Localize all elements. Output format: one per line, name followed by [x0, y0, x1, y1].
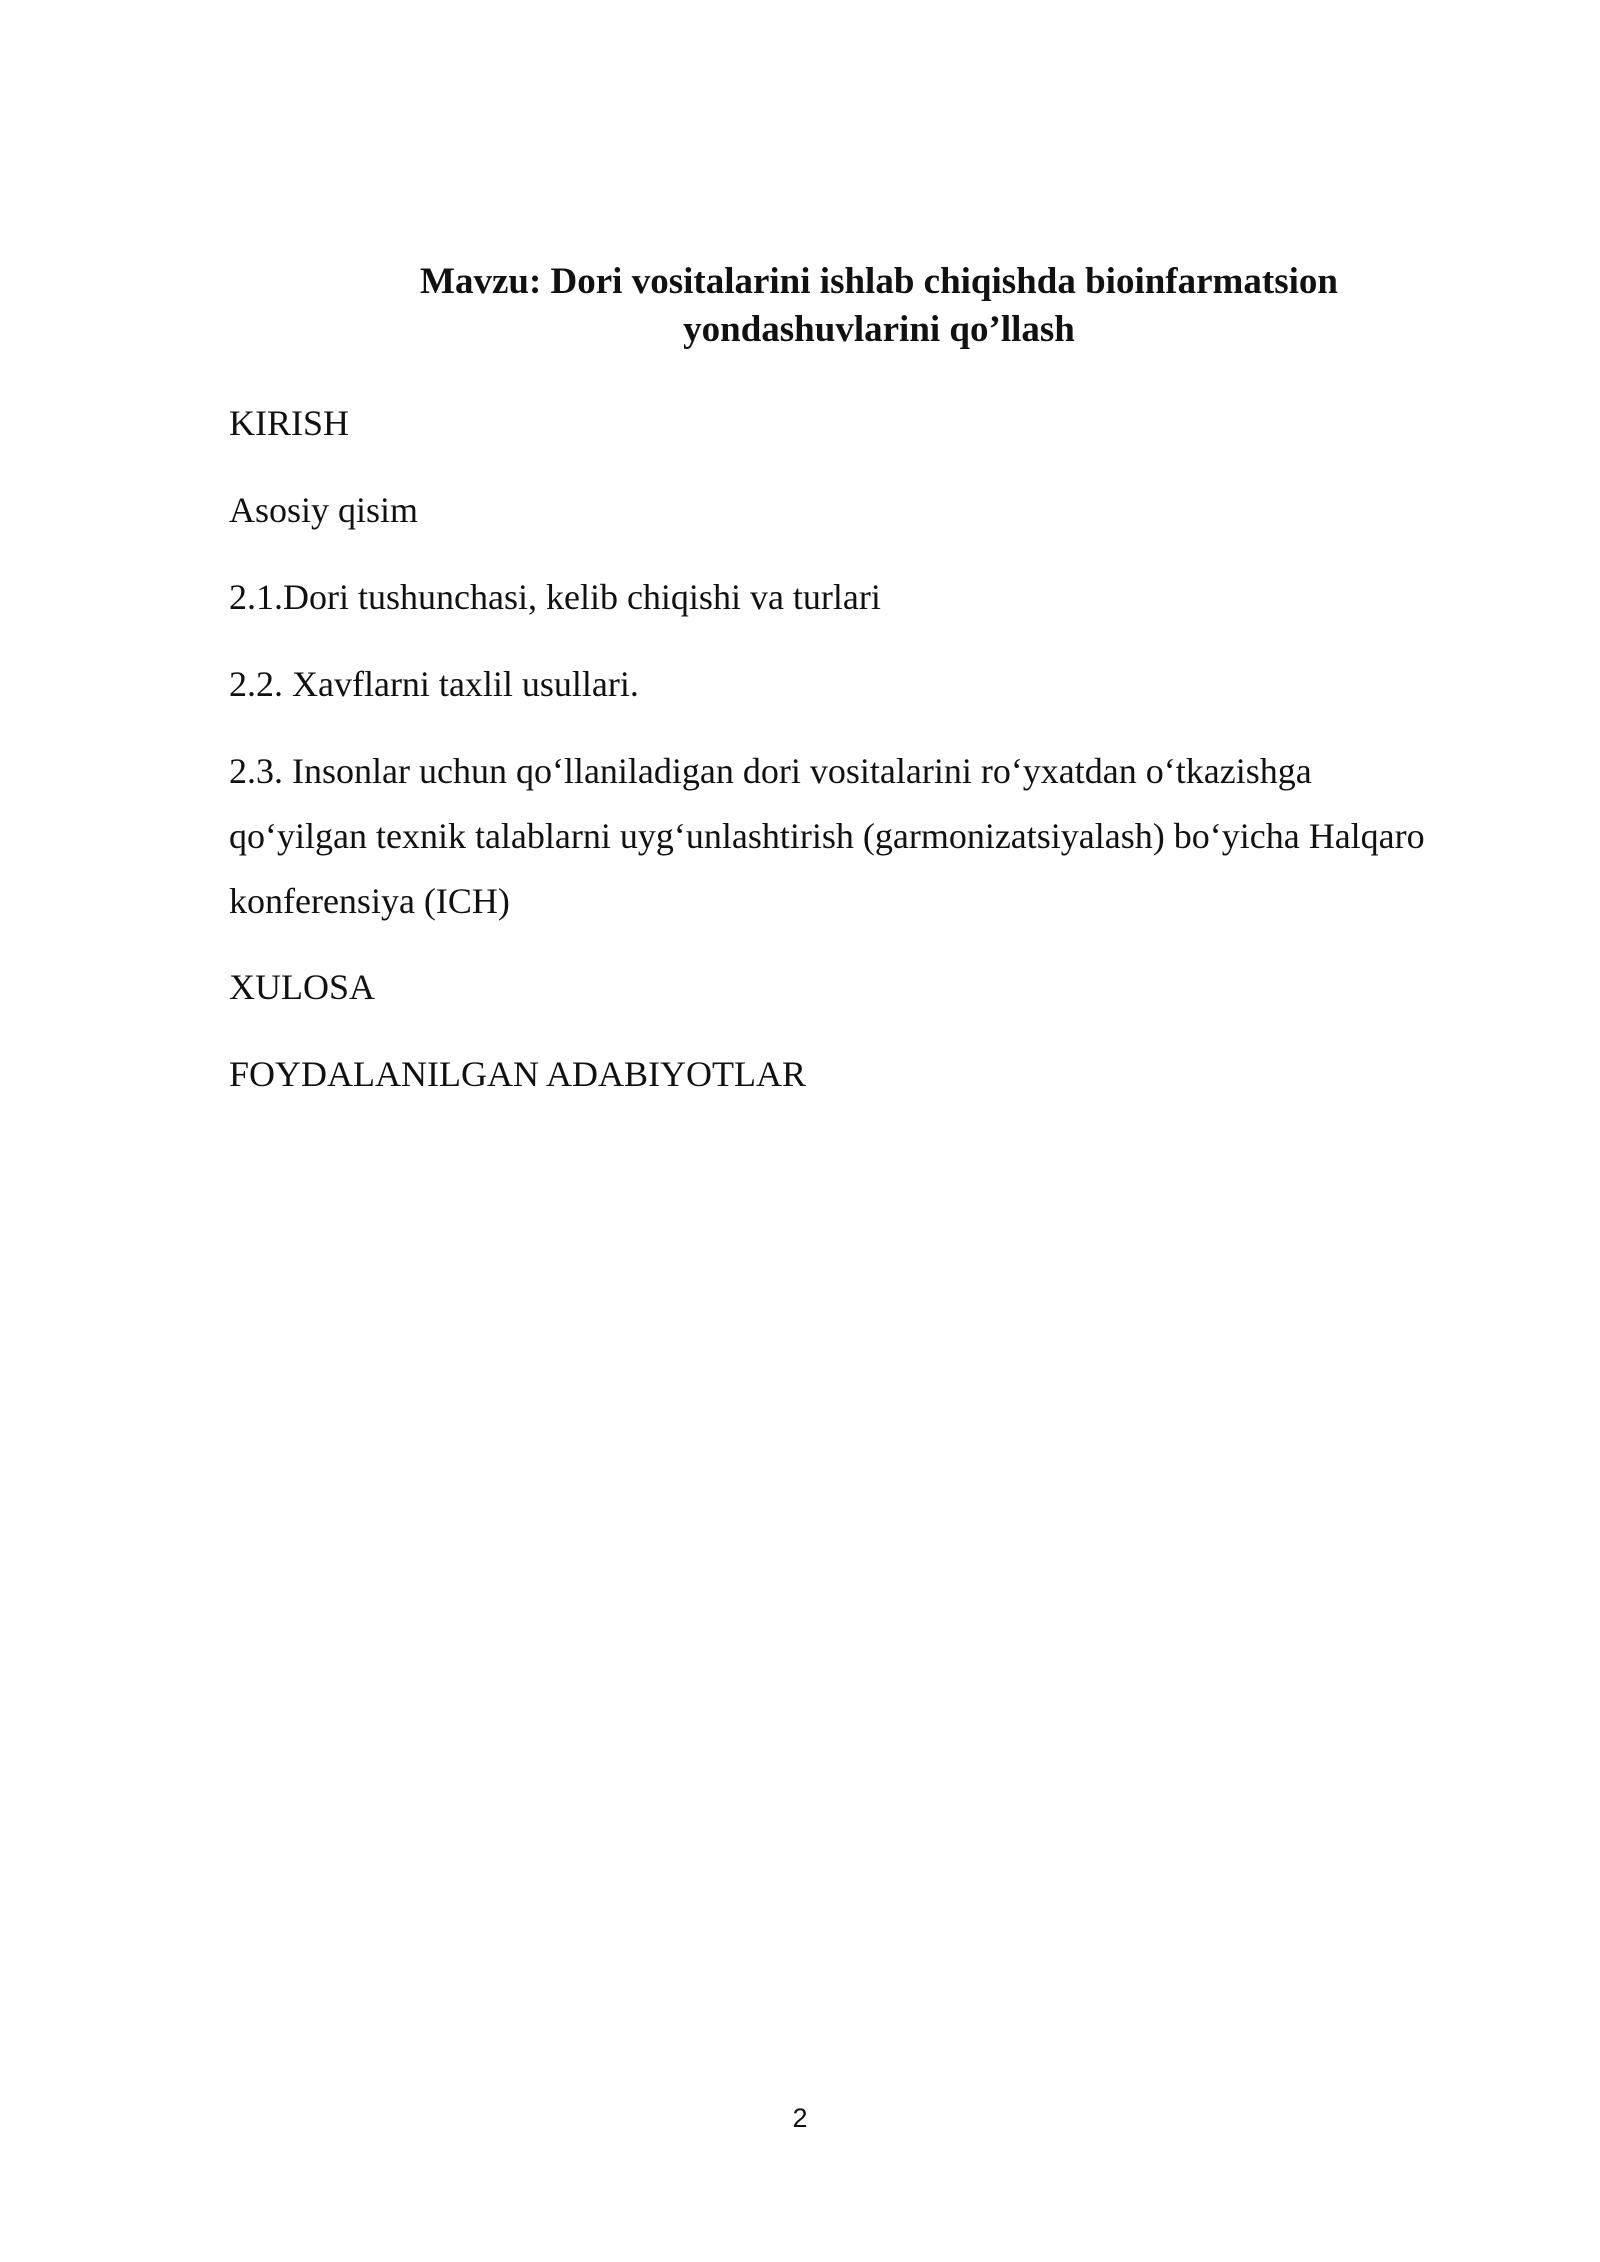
- toc-item-section-2-3-line-3: konferensiya (ICH): [229, 881, 510, 921]
- document-title: [229, 258, 1529, 354]
- toc-item-section-2-3-line-2: qo‘yilgan texnik talablarni uyg‘unlashtirish (garmonizatsiyalash) bo‘yicha Halqaro: [229, 816, 1425, 856]
- toc-item-section-2-3-line-1: 2.3. Insonlar uchun qo‘llaniladigan dori vositalarini ro‘yxatdan o‘tkazishga: [229, 751, 1312, 791]
- toc-item-section-2-3: [229, 739, 1519, 934]
- page-number: 2: [792, 2103, 808, 2133]
- title-line-2: yondashuvlarini qo’llash: [683, 309, 1075, 350]
- toc-item-section-2-1: 2.1.Dori tushunchasi, kelib chiqishi va turlari: [229, 577, 881, 617]
- toc-item-section-2-2: 2.2. Xavflarni taxlil usullari.: [229, 664, 639, 704]
- title-line-1: Mavzu: Dori vositalarini ishlab chiqishda bioinfarmatsion: [420, 261, 1338, 302]
- toc-item-references: FOYDALANILGAN ADABIYOTLAR: [229, 1054, 806, 1094]
- toc-item-main-part: Asosiy qisim: [229, 490, 419, 530]
- toc-item-intro: KIRISH: [229, 403, 350, 443]
- toc-item-conclusion: XULOSA: [229, 967, 376, 1007]
